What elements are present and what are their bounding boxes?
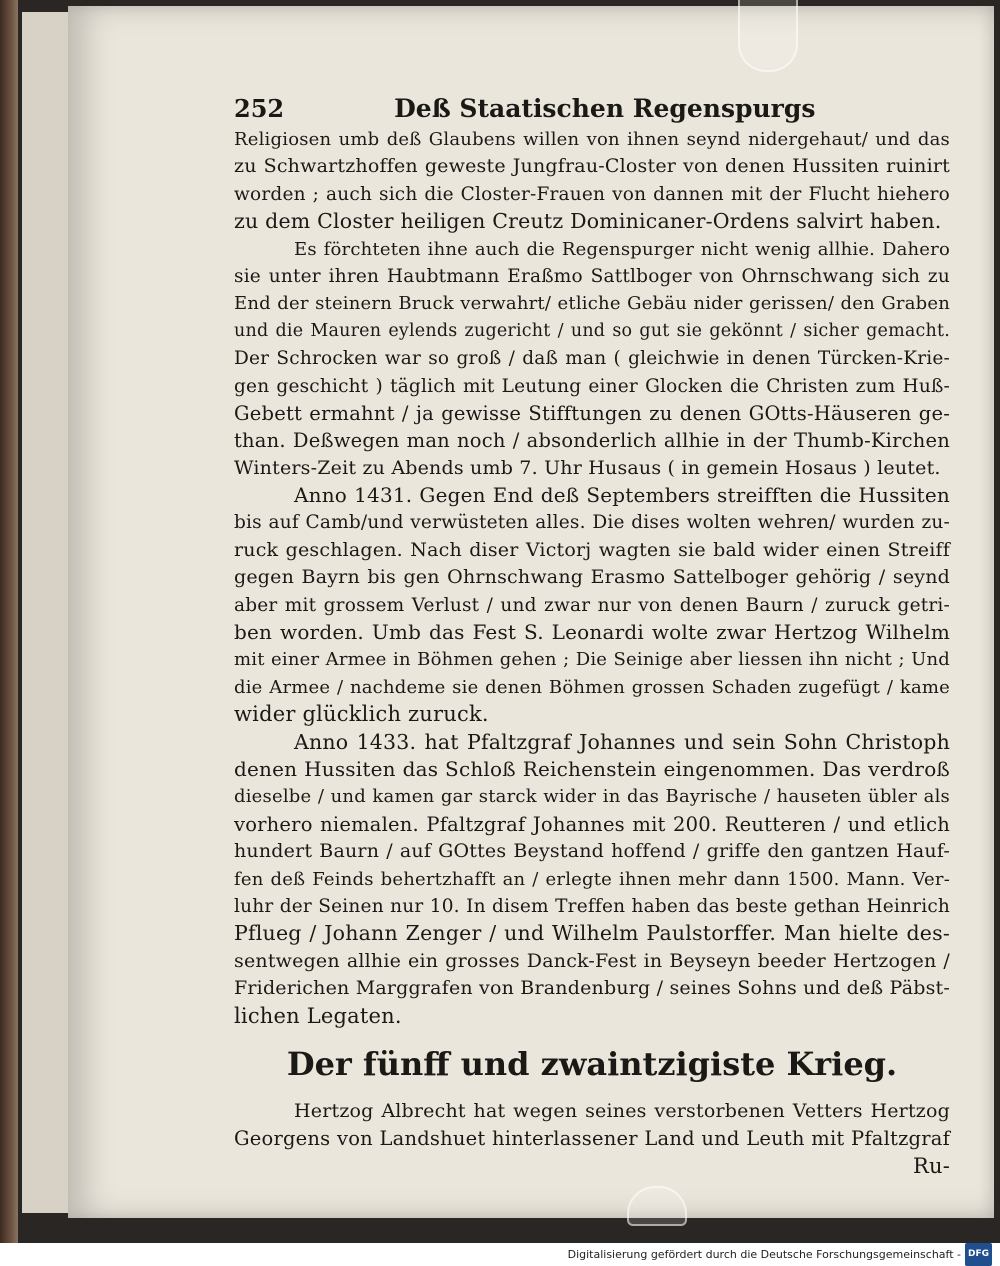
text-line: Anno 1433. hat Pfaltzgraf Johannes und sein Sohn Christoph xyxy=(294,729,950,754)
text-line: denen Hussiten das Schloß Reichenstein eingenommen. Das verdroß xyxy=(234,756,950,781)
text-line: und die Mauren eylends zugericht / und so gut sie gekönnt / sicher gemacht. xyxy=(234,320,950,341)
text-line: Georgens von Landshuet hinterlassener Land und Leuth mit Pfaltzgraf xyxy=(234,1127,950,1151)
text-line: sentwegen allhie ein grosses Danck-Fest in Beyseyn beeder Hertzogen / xyxy=(234,949,950,972)
text-line: zu Schwartzhoffen geweste Jungfrau-Closter von denen Hussiten ruinirt xyxy=(234,155,950,178)
text-line: Der Schrocken war so groß / daß man ( gleichwie in denen Türcken-Krie- xyxy=(234,348,950,370)
text-line: hundert Baurn / auf GOttes Beystand hoffend / griffe den gantzen Hauf- xyxy=(234,840,950,863)
running-title: Deß Staatischen Regenspurgs xyxy=(394,94,816,123)
text-line: Friderichen Marggrafen von Brandenburg / seines Sohns und deß Päbst- xyxy=(234,977,950,1000)
text-line: luhr der Seinen nur 10. In disem Treffen haben das beste gethan Heinrich xyxy=(234,895,950,917)
chapter-heading: Der fünff und zwaintzigiste Krieg. xyxy=(286,1044,898,1083)
paragraph xyxy=(234,729,950,1030)
body-paragraphs xyxy=(234,126,950,1030)
text-line: zu dem Closter heiligen Creutz Dominicaner-Ordens salvirt haben. xyxy=(234,209,942,234)
text-line: End der steinern Bruck verwahrt/ etliche Gebäu nider gerissen/ den Graben xyxy=(234,293,950,315)
dfg-logo: DFG xyxy=(965,1243,992,1266)
page-number: 252 xyxy=(234,94,285,123)
text-line: fen deß Feinds behertzhafft an / erlegte ihnen mehr dann 1500. Mann. Ver- xyxy=(234,868,950,890)
text-line: sie unter ihren Haubtmann Eraßmo Sattlboger von Ohrnschwang sich zu xyxy=(234,265,950,287)
text-line: Religiosen umb deß Glaubens willen von ihnen seynd nidergehaut/ und das xyxy=(234,129,950,150)
text-line: Gebett ermahnt / ja gewisse Stifftungen zu denen GOtts-Häuseren ge- xyxy=(234,401,950,425)
book-clip-top xyxy=(738,0,798,72)
text-line: Winters-Zeit zu Abends umb 7. Uhr Husaus ( in gemein Hosaus ) leutet. xyxy=(234,456,941,479)
text-line: bis auf Camb/und verwüsteten alles. Die dises wolten wehren/ wurden zu- xyxy=(234,512,950,534)
text-line: Hertzog Albrecht hat wegen seines verstorbenen Vetters Hertzog xyxy=(294,1099,950,1122)
text-line: Pflueg / Johann Zenger / und Wilhelm Paulstorffer. Man hielte des- xyxy=(234,921,950,946)
text-line: die Armee / nachdeme sie denen Böhmen grossen Schaden zugefügt / kame xyxy=(234,676,950,698)
running-head xyxy=(234,94,950,124)
text-line: gegen Bayrn bis gen Ohrnschwang Erasmo Sattelboger gehörig / seynd xyxy=(234,566,950,589)
text-line: vorhero niemalen. Pfaltzgraf Johannes mit 200. Reutteren / und etlich xyxy=(234,812,950,836)
paragraph xyxy=(234,482,950,729)
text-line: than. Deßwegen man noch / absonderlich allhie in der Thumb-Kirchen xyxy=(234,429,950,453)
closing-paragraph xyxy=(234,1098,950,1180)
text-line: aber mit grossem Verlust / und zwar nur von denen Baurn / zuruck getri- xyxy=(234,594,950,616)
text-line: Anno 1431. Gegen End deß Septembers streifften die Hussiten xyxy=(294,483,950,508)
text-line: lichen Legaten. xyxy=(234,1003,402,1028)
text-line: dieselbe / und kamen gar starck wider in das Bayrische / hauseten übler als xyxy=(234,786,950,808)
text-line: worden ; auch sich die Closter-Frauen von dannen mit der Flucht hiehero xyxy=(234,183,950,205)
text-line: gen geschicht ) täglich mit Leutung einer Glocken die Christen zum Huß- xyxy=(234,375,950,397)
digitization-footer xyxy=(0,1243,1000,1264)
text-line: ben worden. Umb das Fest S. Leonardi wolte zwar Hertzog Wilhelm xyxy=(234,620,950,645)
paragraph xyxy=(234,126,950,236)
book-spine xyxy=(0,0,18,1243)
text-line: wider glücklich zuruck. xyxy=(234,702,489,727)
text-line: ruck geschlagen. Nach diser Victorj wagten sie bald wider einen Streiff xyxy=(234,538,950,561)
footer-credit: Digitalisierung gefördert durch die Deutsche Forschungsgemeinschaft - xyxy=(567,1247,961,1261)
paragraph xyxy=(234,236,950,483)
catchword: Ru- xyxy=(912,1153,950,1178)
page-text xyxy=(234,94,950,1180)
text-line: mit einer Armee in Böhmen gehen ; Die Seinige aber liessen ihn nicht ; Und xyxy=(234,649,950,671)
text-line: Es förchteten ihne auch die Regenspurger nicht wenig allhie. Dahero xyxy=(294,238,950,260)
